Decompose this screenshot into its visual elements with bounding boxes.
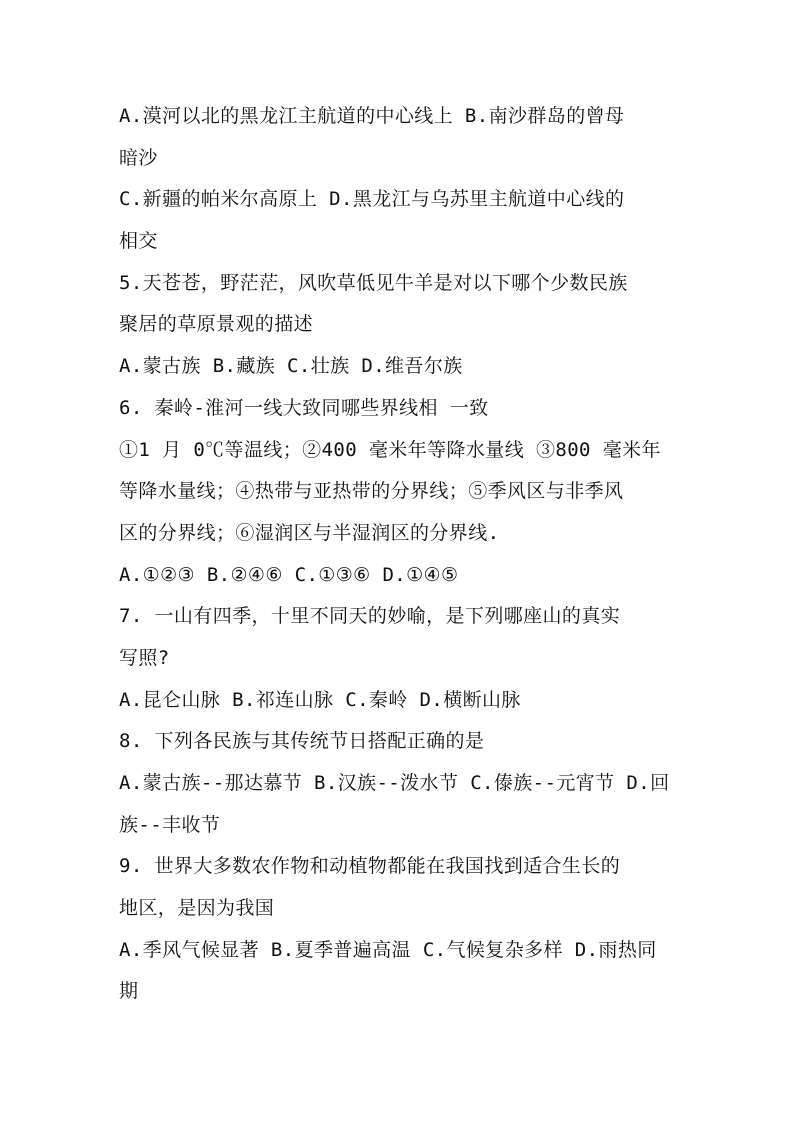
text-line: 暗沙 — [119, 146, 158, 169]
text-line: A.漠河以北的黑龙江主航道的中心线上 B.南沙群岛的曾母 — [119, 105, 625, 127]
text-line: 族--丰收节 — [119, 813, 221, 836]
text-line: 期 — [119, 980, 139, 1003]
question-5-options: A.蒙古族 B.藏族 C.壮族 D.维吾尔族 — [119, 355, 463, 378]
text-line: 地区，是因为我国 — [119, 897, 275, 920]
question-6-stem: 6. 秦岭-淮河一线大致同哪些界线相 一致 — [119, 396, 489, 419]
text-line: C.新疆的帕米尔高原上 D.黑龙江与乌苏里主航道中心线的 — [119, 188, 625, 211]
text-line: ①1 月 0℃等温线；②400 毫米年等降水量线 ③800 毫米年 — [119, 438, 661, 461]
question-8-stem: 8. 下列各民族与其传统节日搭配正确的是 — [119, 730, 485, 753]
text-line: 相交 — [119, 230, 158, 253]
text-line: 区的分界线；⑥湿润区与半湿润区的分界线. — [119, 521, 500, 544]
text-line: 等降水量线；④热带与亚热带的分界线；⑤季风区与非季风 — [119, 480, 624, 503]
question-7-options: A.昆仑山脉 B.祁连山脉 C.秦岭 D.横断山脉 — [119, 688, 521, 711]
question-8-options: A.蒙古族--那达慕节 B.汉族--泼水节 C.傣族--元宵节 D.回 — [119, 772, 670, 794]
question-9-options: A.季风气候显著 B.夏季普遍高温 C.气候复杂多样 D.雨热同 — [119, 938, 657, 961]
question-5-stem: 5.天苍苍，野茫茫，风吹草低见牛羊是对以下哪个少数民族 — [119, 271, 628, 294]
question-9-stem: 9. 世界大多数农作物和动植物都能在我国找到适合生长的 — [119, 855, 621, 878]
question-6-options: A.①②③ B.②④⑥ C.①③⑥ D.①④⑤ — [119, 563, 459, 586]
question-7-stem: 7. 一山有四季，十里不同天的妙喻，是下列哪座山的真实 — [119, 605, 621, 628]
text-line: 聚居的草原景观的描述 — [119, 313, 314, 336]
question-text-block — [119, 96, 679, 1013]
text-line: 写照? — [119, 646, 170, 669]
